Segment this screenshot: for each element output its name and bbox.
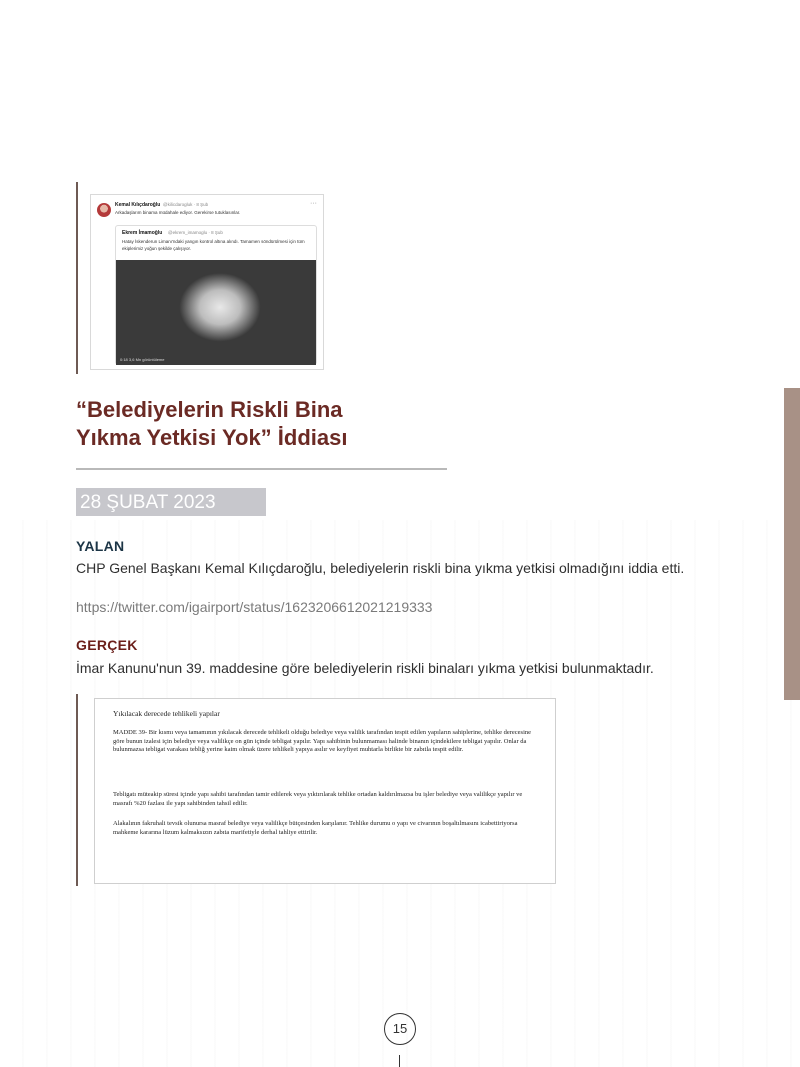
avatar bbox=[97, 203, 111, 217]
claim-title-line-1: “Belediyelerin Riskli Bina bbox=[76, 397, 343, 422]
video-caption: 0:18 3,6 Mn görüntüleme bbox=[120, 357, 165, 362]
image-accent-line bbox=[76, 694, 78, 886]
page-number-tick bbox=[399, 1055, 400, 1067]
claim-title bbox=[76, 396, 347, 452]
video-thumbnail bbox=[116, 260, 316, 365]
quoted-author-handle: @ekrem_imamoglu · 8 Şub bbox=[168, 230, 223, 235]
gercek-text: İmar Kanunu'nun 39. maddesine göre belediyelerin riskli binaları yıkma yetkisi bulunmaktadır. bbox=[76, 660, 654, 676]
quoted-tweet bbox=[115, 225, 317, 365]
date-badge bbox=[76, 488, 266, 516]
tweet-author-handle: @kilicdarogluk · 8 Şub bbox=[163, 202, 209, 207]
gercek-label: GERÇEK bbox=[76, 637, 138, 653]
law-paragraph-2: Tebligatı müteakip süresi içinde yapı sahibi tarafından tamir edilerek veya yıktırılarak tehlike ortadan kaldırılmazsa bu işler belediye veya valilikçe yapılır ve masrafı %20 fazlası ile yapı sahibinden tahsil edilir. bbox=[113, 791, 523, 807]
law-heading: Yıkılacak derecede tehlikeli yapılar bbox=[113, 709, 220, 718]
date-text: 28 ŞUBAT 2023 bbox=[80, 492, 216, 513]
quoted-tweet-text: Hatay İskenderun Limanı'ndaki yangın kontrol altına alındı. Tamamen söndürülmesi için tüm ekiplerimiz yoğun şekilde çalışıyor. bbox=[122, 239, 305, 251]
title-divider bbox=[76, 468, 447, 470]
more-icon: ··· bbox=[310, 200, 317, 207]
quoted-author-name: Ekrem İmamoğlu bbox=[122, 230, 163, 236]
page-number: 15 bbox=[384, 1013, 416, 1045]
law-document-card bbox=[94, 698, 556, 884]
tweet-card bbox=[90, 194, 324, 370]
claim-title-line-2: Yıkma Yetkisi Yok” İddiası bbox=[76, 425, 348, 450]
yalan-text: CHP Genel Başkanı Kemal Kılıçdaroğlu, belediyelerin riskli bina yıkma yetkisi olmadığını iddia etti. bbox=[76, 560, 685, 576]
law-paragraph-1: MADDE 39- Bir kısmı veya tamamının yıkılacak derecede tehlikeli olduğu belediye veya valilik tarafından tespit edilen yapıların sahiplerine, tehlike derecesine göre bunun izalesi için belediye veya valilikçe on gün içinde tebligat yapılır. Yapı sahibinin bulunmaması halinde binanın içindekilere tebligat yapılır. Onlar da bulunmazsa tebligat varakası tebliğ yerine kaim olmak üzere tehlikeli yapıya asılır ve keyfiyet muhtarla birlikte bir zabıtla tespit edilir. bbox=[113, 729, 532, 754]
yalan-label: YALAN bbox=[76, 538, 125, 554]
image-accent-line bbox=[76, 182, 78, 374]
source-link[interactable]: https://twitter.com/igairport/status/1623206612021219333 bbox=[76, 599, 433, 615]
tweet-author-name: Kemal Kılıçdaroğlu bbox=[115, 202, 161, 208]
law-paragraph-3: Alakalının fakruhali tevsik olunursa masraf belediye veya valilikçe bütçesinden karşılanır. Tehlike durumu o yapı ve civarının boşaltılmasını icabettiriyorsa mahkeme kararına lüzum kalmaksızın zabıta marifetiyle derhal tahliye ettirilir. bbox=[113, 820, 518, 836]
side-accent-bar bbox=[784, 388, 800, 700]
tweet-text: Arkadaşlarım binama müdahale ediyor. Gerekirse tutuklasınlar. bbox=[115, 210, 241, 215]
